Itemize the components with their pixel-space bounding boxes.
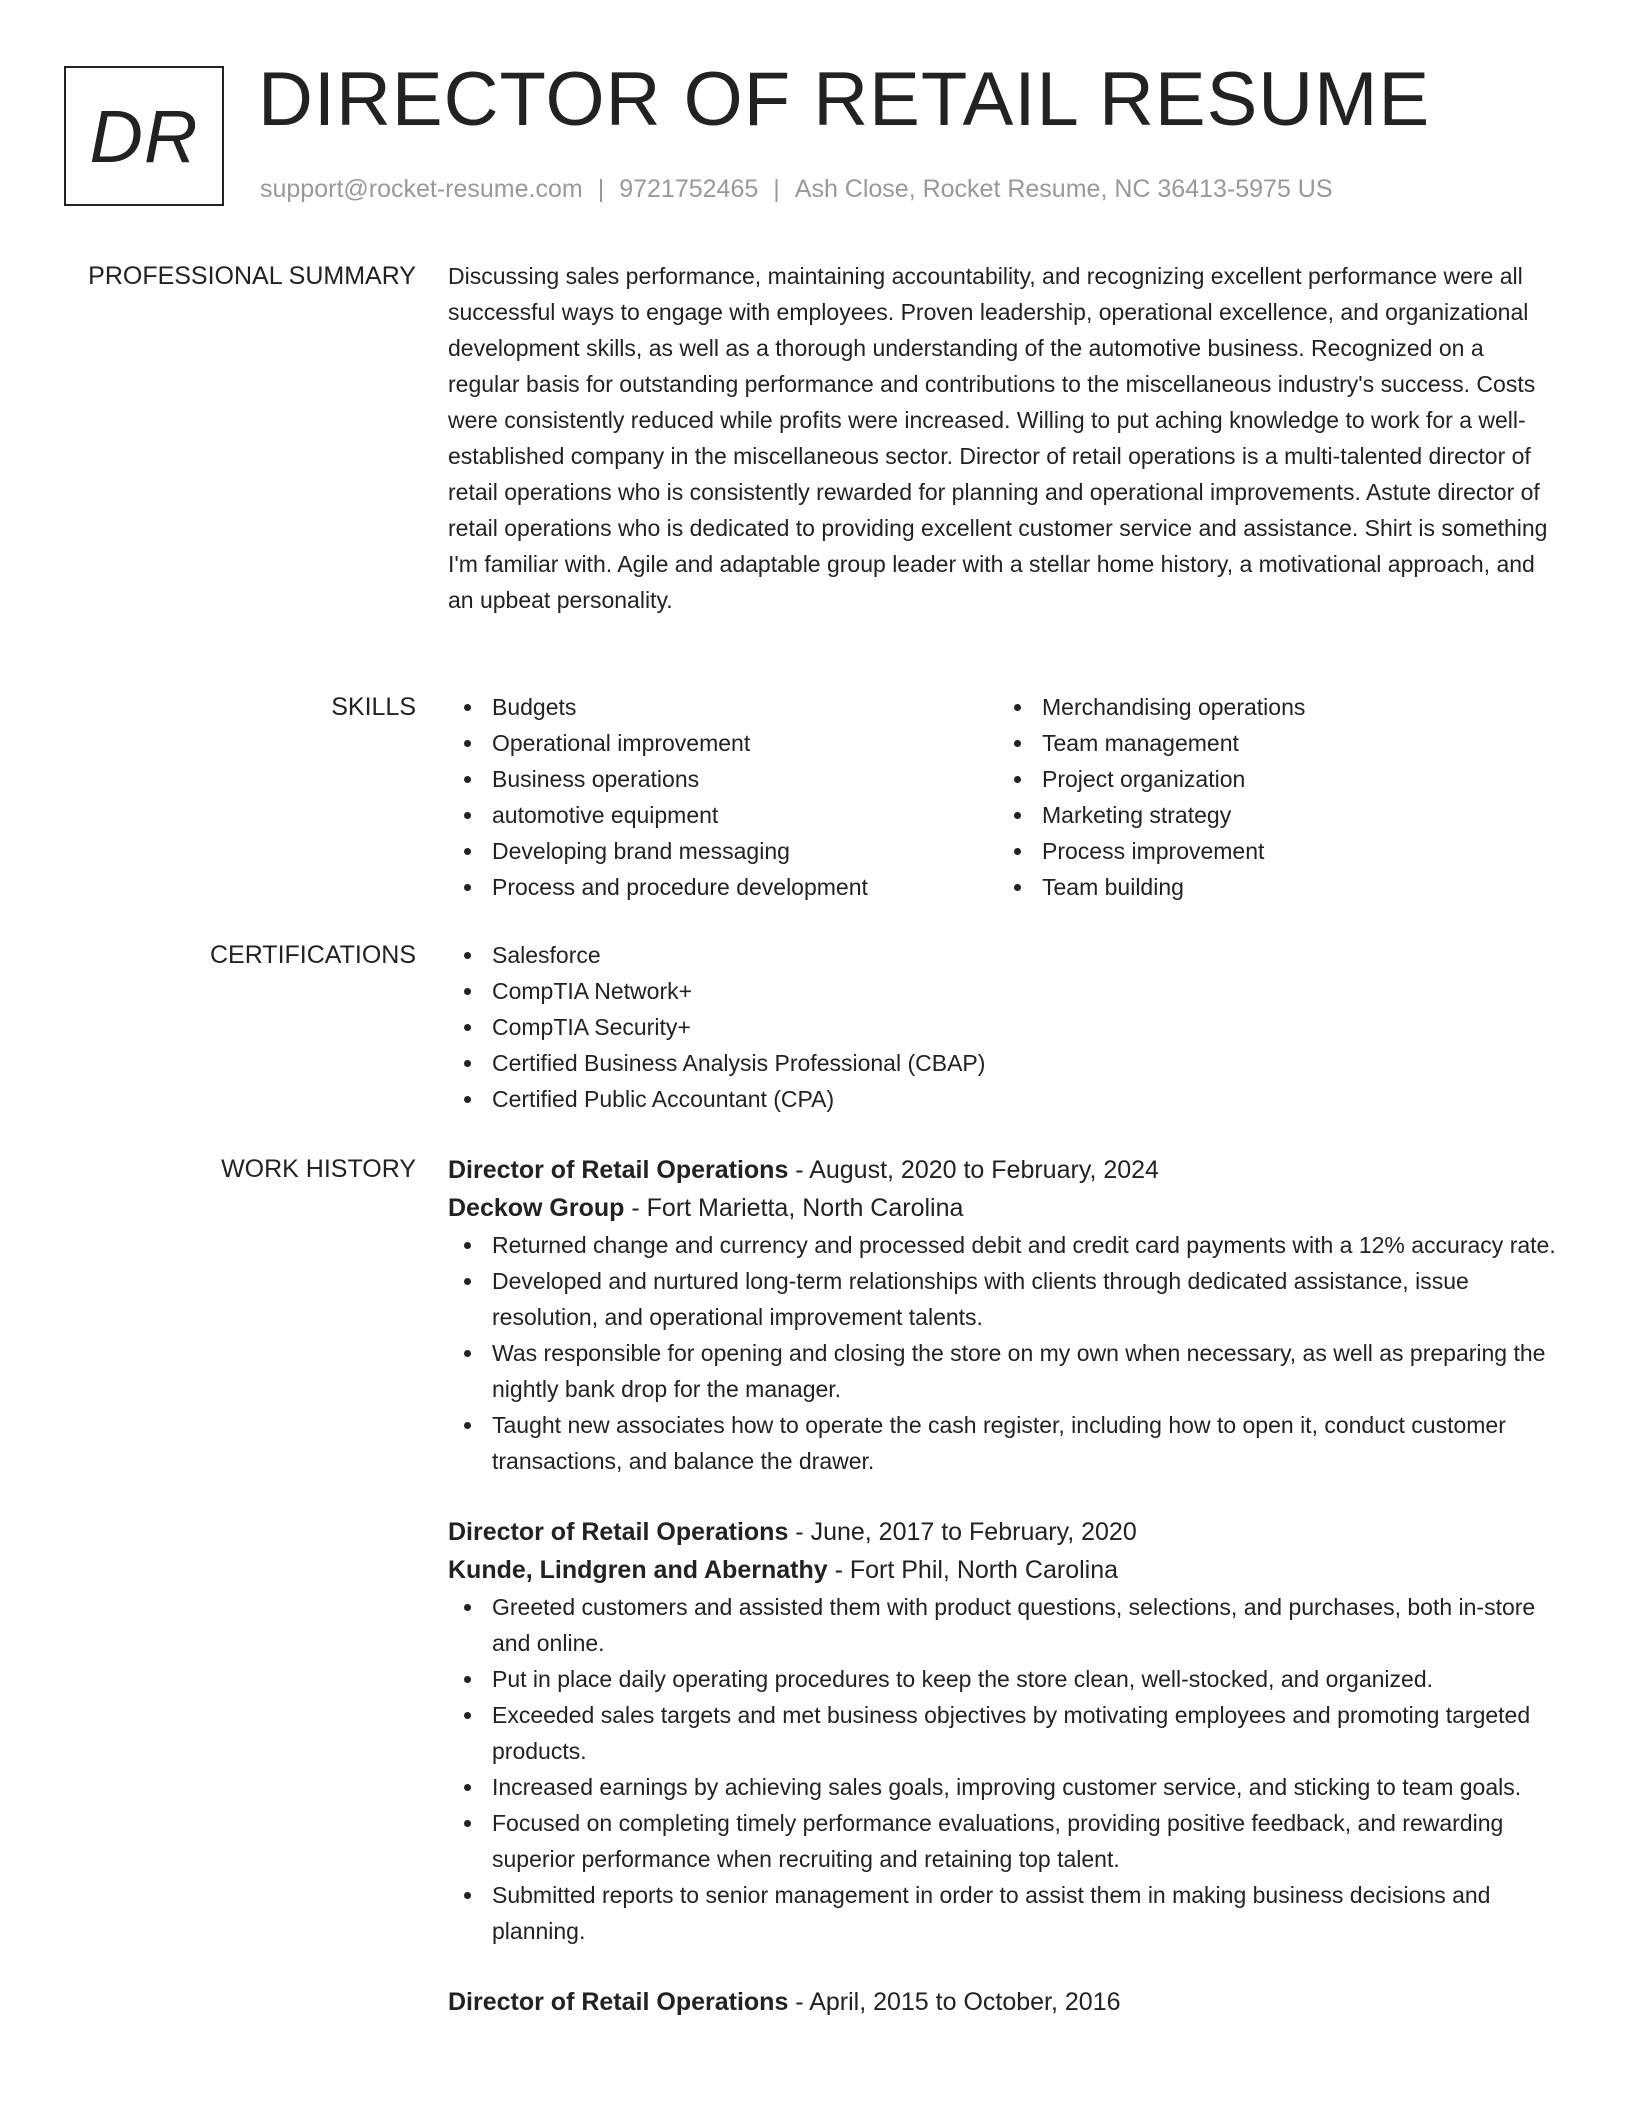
- skill-item: Budgets: [448, 689, 998, 725]
- job-bullet: Returned change and currency and processed debit and credit card payments with a 12% accuracy rate.: [448, 1227, 1568, 1263]
- job-bullet: Exceeded sales targets and met business objectives by motivating employees and promoting targeted products.: [448, 1697, 1568, 1769]
- job-bullet: Increased earnings by achieving sales goals, improving customer service, and sticking to team goals.: [448, 1769, 1568, 1805]
- job-bullet: Was responsible for opening and closing the store on my own when necessary, as well as preparing the nightly bank drop for the manager.: [448, 1335, 1568, 1407]
- contact-line: [260, 175, 1333, 204]
- job-company-line: [448, 1551, 1568, 1589]
- section-label-work-history: WORK HISTORY: [221, 1155, 416, 1183]
- job-bullet: Taught new associates how to operate the cash register, including how to open it, conduct customer transactions, and balance the drawer.: [448, 1407, 1568, 1479]
- skill-item: Merchandising operations: [998, 689, 1548, 725]
- certification-item: CompTIA Network+: [448, 973, 1568, 1009]
- skill-item: Team management: [998, 725, 1548, 761]
- job-bullet: Developed and nurtured long-term relationships with clients through dedicated assistance, issue resolution, and operational improvement talents.: [448, 1263, 1568, 1335]
- job-entry: [448, 1151, 1568, 1479]
- job-bullets: [448, 1589, 1568, 1949]
- resume-title: DIRECTOR OF RETAIL RESUME: [258, 57, 1431, 142]
- job-dates: - April, 2015 to October, 2016: [788, 1988, 1121, 2016]
- certifications-list: [448, 937, 1568, 1117]
- job-bullets: [448, 1227, 1568, 1479]
- contact-separator: |: [597, 175, 605, 203]
- job-bullet: Put in place daily operating procedures to keep the store clean, well-stocked, and organized.: [448, 1661, 1568, 1697]
- job-dates: - June, 2017 to February, 2020: [788, 1518, 1137, 1546]
- job-bullet: Greeted customers and assisted them with product questions, selections, and purchases, both in-store and online.: [448, 1589, 1568, 1661]
- skill-item: Process improvement: [998, 833, 1548, 869]
- job-title: Director of Retail Operations: [448, 1988, 789, 2016]
- monogram-text: DR: [89, 94, 199, 178]
- contact-address: Ash Close, Rocket Resume, NC 36413-5975 US: [794, 175, 1333, 203]
- job-bullet: Submitted reports to senior management in order to assist them in making business decisions and planning.: [448, 1877, 1568, 1949]
- job-title: Director of Retail Operations: [448, 1518, 789, 1546]
- work-history-body: [448, 1151, 1568, 2055]
- skill-item: Operational improvement: [448, 725, 998, 761]
- skills-list-right: [998, 689, 1548, 905]
- contact-email: support@rocket-resume.com: [260, 175, 583, 203]
- section-label-summary: PROFESSIONAL SUMMARY: [88, 262, 416, 290]
- job-dates: - August, 2020 to February, 2024: [788, 1156, 1159, 1184]
- job-company-line: [448, 1189, 1568, 1227]
- job-title: Director of Retail Operations: [448, 1156, 789, 1184]
- certification-item: CompTIA Security+: [448, 1009, 1568, 1045]
- skill-item: Developing brand messaging: [448, 833, 998, 869]
- certification-item: Salesforce: [448, 937, 1568, 973]
- section-label-skills: SKILLS: [331, 693, 416, 721]
- summary-text: Discussing sales performance, maintaining accountability, and recognizing excellent performance were all successful ways to engage with employees. Proven leadership, operational excellence, and organizational development skills, as well as a thorough understanding of the automotive business. Recognized on a regular basis for outstanding performance and contributions to the miscellaneous industry's success. Costs were consistently reduced while profits were increased. Willing to put aching knowledge to work for a well-established company in the miscellaneous sector. Director of retail operations is a multi-talented director of retail operations who is consistently rewarded for planning and operational improvements. Astute director of retail operations who is dedicated to providing excellent customer service and assistance. Shirt is something I'm familiar with. Agile and adaptable group leader with a stellar home history, a motivational approach, and an upbeat personality.: [448, 263, 1548, 613]
- contact-phone: 9721752465: [619, 175, 759, 203]
- job-title-line: [448, 1983, 1568, 2021]
- skill-item: automotive equipment: [448, 797, 998, 833]
- skills-body: [448, 689, 1568, 905]
- section-label-certifications: CERTIFICATIONS: [209, 941, 416, 969]
- skill-item: Marketing strategy: [998, 797, 1548, 833]
- certifications-body: [448, 937, 1568, 1117]
- job-entry: [448, 1983, 1568, 2021]
- job-company: Kunde, Lindgren and Abernathy: [448, 1556, 828, 1584]
- monogram-badge: [64, 66, 224, 206]
- skill-item: Project organization: [998, 761, 1548, 797]
- skill-item: Team building: [998, 869, 1548, 905]
- skills-list-left: [448, 689, 998, 905]
- job-bullet: Focused on completing timely performance evaluations, providing positive feedback, and rewarding superior performance when recruiting and retaining top talent.: [448, 1805, 1568, 1877]
- skill-item: Business operations: [448, 761, 998, 797]
- job-location: - Fort Marietta, North Carolina: [624, 1194, 964, 1222]
- contact-separator: |: [773, 175, 780, 203]
- job-title-line: [448, 1151, 1568, 1189]
- certification-item: Certified Business Analysis Professional (CBAP): [448, 1045, 1568, 1081]
- job-title-line: [448, 1513, 1568, 1551]
- certification-item: Certified Public Accountant (CPA): [448, 1081, 1568, 1117]
- skills-columns: [448, 689, 1568, 905]
- summary-body: [448, 258, 1568, 618]
- job-location: - Fort Phil, North Carolina: [827, 1556, 1119, 1584]
- job-entry: [448, 1513, 1568, 1949]
- job-company: Deckow Group: [448, 1194, 625, 1222]
- skill-item: Process and procedure development: [448, 869, 998, 905]
